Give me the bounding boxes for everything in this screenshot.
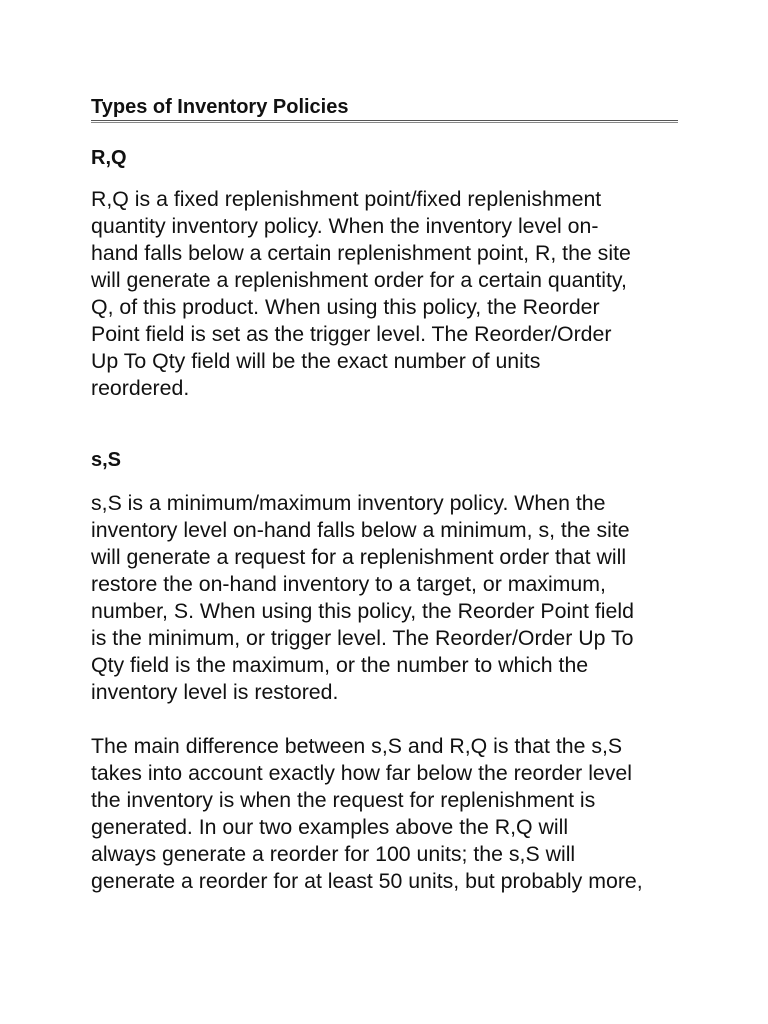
paragraph-rq bbox=[91, 186, 691, 402]
paragraph-line: number, S. When using this policy, the Reorder Point field bbox=[91, 599, 634, 623]
paragraph-line: reordered. bbox=[91, 376, 190, 400]
paragraph-line: will generate a replenishment order for a certain quantity, bbox=[91, 268, 627, 292]
paragraph-line: Qty field is the maximum, or the number to which the bbox=[91, 653, 589, 677]
paragraph-line: generate a reorder for at least 50 units, but probably more, bbox=[91, 869, 643, 893]
paragraph-line: Up To Qty field will be the exact number of units bbox=[91, 349, 541, 373]
paragraph-line: restore the on-hand inventory to a target, or maximum, bbox=[91, 572, 606, 596]
paragraph-line: is the minimum, or trigger level. The Reorder/Order Up To bbox=[91, 626, 634, 650]
paragraph-line: quantity inventory policy. When the inventory level on- bbox=[91, 214, 599, 238]
paragraph-line: Q, of this product. When using this policy, the Reorder bbox=[91, 295, 600, 319]
paragraph-ss bbox=[91, 490, 691, 706]
section-heading-rq: R,Q bbox=[91, 147, 127, 169]
paragraph-line: always generate a reorder for 100 units; the s,S will bbox=[91, 842, 576, 866]
paragraph-line: hand falls below a certain replenishment point, R, the site bbox=[91, 241, 631, 265]
section-heading-ss: s,S bbox=[91, 449, 122, 471]
paragraph-line: The main difference between s,S and R,Q is that the s,S bbox=[91, 734, 623, 758]
paragraph-line: generated. In our two examples above the R,Q will bbox=[91, 815, 569, 839]
paragraph-line: inventory level is restored. bbox=[91, 680, 339, 704]
paragraph-line: s,S is a minimum/maximum inventory policy. When the bbox=[91, 491, 606, 515]
paragraph-line: the inventory is when the request for replenishment is bbox=[91, 788, 596, 812]
paragraph-line: Point field is set as the trigger level. The Reorder/Order bbox=[91, 322, 612, 346]
title-underline-divider bbox=[91, 120, 678, 123]
paragraph-line: inventory level on-hand falls below a minimum, s, the site bbox=[91, 518, 630, 542]
paragraph-line: takes into account exactly how far below the reorder level bbox=[91, 761, 632, 785]
paragraph-difference bbox=[91, 733, 691, 895]
paragraph-line: R,Q is a fixed replenishment point/fixed replenishment bbox=[91, 187, 602, 211]
document-title: Types of Inventory Policies bbox=[91, 96, 349, 118]
paragraph-line: will generate a request for a replenishment order that will bbox=[91, 545, 627, 569]
